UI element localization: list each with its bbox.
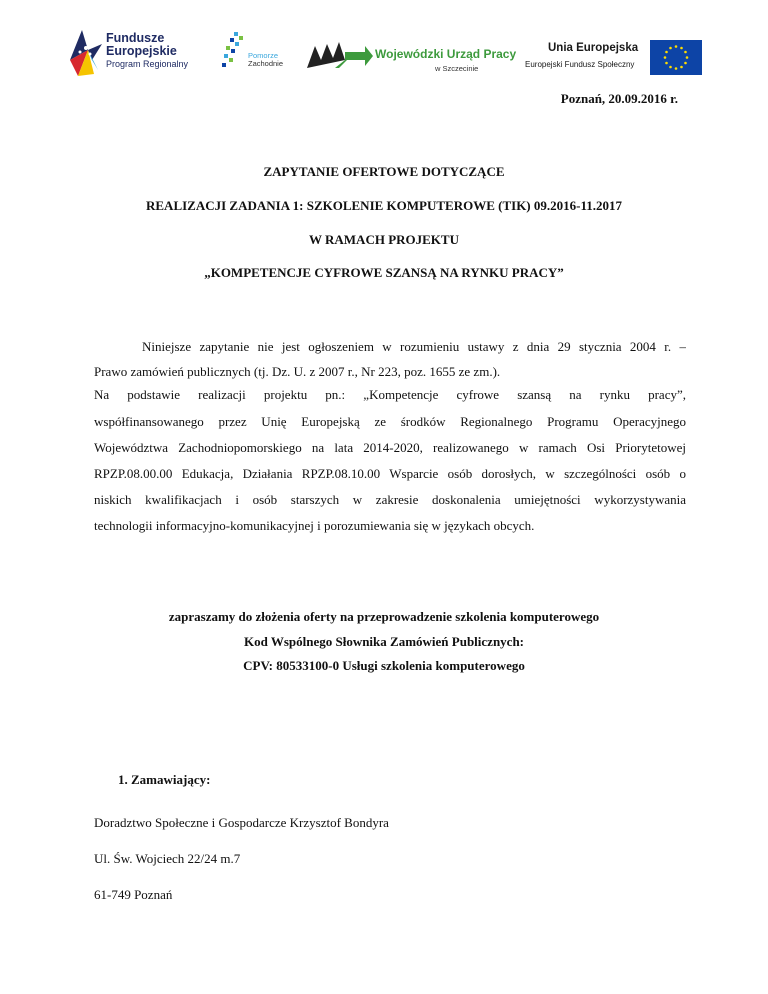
program-regionalny-line: Program Regionalny — [106, 59, 189, 69]
section-1-heading: 1. Zamawiający: — [118, 772, 211, 787]
unia-europejska-name: Unia Europejska — [548, 42, 639, 54]
title-line-1: ZAPYTANIE OFERTOWE DOTYCZĄCE — [263, 164, 505, 179]
fundusze-europejskie-logo — [68, 30, 218, 78]
wup-arrow-emblem-icon — [305, 38, 373, 72]
contractor-city: 61-749 Poznań — [94, 887, 173, 902]
invitation-line-3: CPV: 80533100-0 Usługi szkolenia komputerowego — [243, 658, 525, 673]
pomorze-line: Pomorze — [248, 51, 279, 60]
europejskie-line: Europejskie — [106, 44, 177, 58]
intro-p2-line6: technologii informacyjno-komunikacyjnej i porozumiewania się w językach obcych. — [94, 518, 535, 533]
contractor-street: Ul. Św. Wojciech 22/24 m.7 — [94, 851, 241, 866]
invitation-line-2: Kod Wspólnego Słownika Zamówień Publicznych: — [243, 634, 525, 649]
pomorze-zachodnie-logo — [220, 30, 290, 78]
unia-europejska-logo — [520, 38, 702, 78]
fundusze-europejskie-emblem-icon — [68, 30, 104, 78]
wup-title: Wojewódzki Urząd Pracy — [375, 47, 517, 61]
fundusze-line: Fundusze — [106, 31, 165, 45]
intro-p2-line2: współfinansowanego przez Unię Europejską ze środków Regionalnego Programu Operacyjnego — [94, 414, 686, 429]
intro-p1-line2: Prawo zamówień publicznych (tj. Dz. U. z 2007 r., Nr 223, poz. 1655 ze zm.). — [94, 364, 501, 379]
zachodnie-line: Zachodnie — [248, 59, 284, 68]
contractor-name: Doradztwo Społeczne i Gospodarcze Krzysztof Bondyra — [94, 815, 389, 830]
efs-name: Europejski Fundusz Społeczny — [525, 60, 635, 69]
eu-flag-icon — [650, 40, 702, 75]
intro-p2-line4: RPZP.08.00.00 Edukacja, Działania RPZP.08.10.00 Wsparcie osób dorosłych, w szczególności osób o — [94, 466, 686, 481]
wup-subtitle: w Szczecinie — [435, 64, 479, 73]
invitation-line-1: zapraszamy do złożenia oferty na przeprowadzenie szkolenia komputerowego — [168, 609, 600, 624]
intro-p2-line3: Województwa Zachodniopomorskiego na lata 2014-2020, realizowanego w ramach Osi Priorytetowej — [94, 440, 686, 455]
intro-p2-line5: niskich kwalifikacjach i osób starszych w zakresie doskonalenia umiejętności wykorzystywania — [94, 492, 686, 507]
title-line-2: REALIZACJI ZADANIA 1: SZKOLENIE KOMPUTEROWE (TIK) 09.2016-11.2017 — [146, 198, 622, 213]
title-line-3: W RAMACH PROJEKTU — [309, 232, 459, 247]
pomorze-zachodnie-emblem-icon — [220, 30, 250, 70]
intro-p2-line1: Na podstawie realizacji projektu pn.: „Kompetencje cyfrowe szansą na rynku pracy”, — [94, 387, 686, 402]
wup-logo — [305, 38, 515, 78]
intro-p1-line1: Niniejsze zapytanie nie jest ogłoszeniem w rozumieniu ustawy z dnia 29 stycznia 2004 r. – — [142, 339, 686, 354]
title-line-4: „KOMPETENCJE CYFROWE SZANSĄ NA RYNKU PRACY” — [204, 265, 564, 280]
place-date: Poznań, 20.09.2016 r. — [560, 91, 678, 106]
logo-bar — [0, 0, 768, 90]
